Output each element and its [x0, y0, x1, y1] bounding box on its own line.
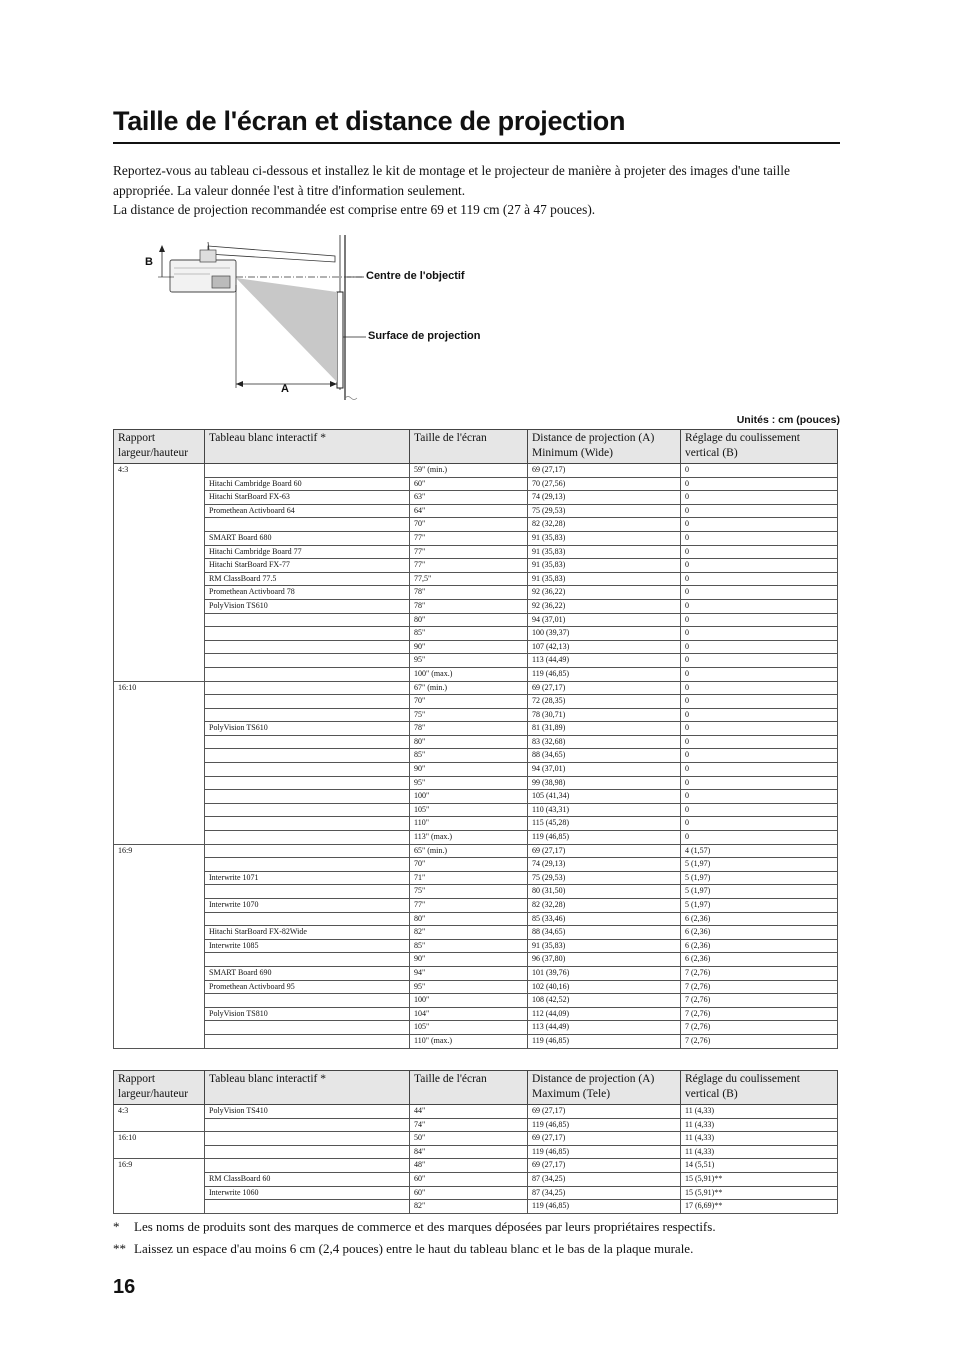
table-row — [114, 1159, 838, 1173]
screen-size-cell: 100" — [410, 994, 528, 1008]
label-b: B — [145, 256, 153, 268]
projector-diagram-drawing — [140, 230, 500, 405]
screen-size-cell: 74" — [410, 1118, 528, 1132]
table-header-row — [114, 1071, 838, 1105]
whiteboard-cell: Hitachi Cambridge Board 77 — [205, 545, 410, 559]
distance-cell: 119 (46,85) — [528, 1034, 681, 1048]
whiteboard-cell: Interwrite 1060 — [205, 1186, 410, 1200]
vertical-shift-cell: 11 (4,33) — [681, 1132, 838, 1146]
screen-size-cell: 77,5" — [410, 572, 528, 586]
screen-size-cell: 90" — [410, 640, 528, 654]
screen-size-cell: 70" — [410, 518, 528, 532]
vertical-shift-cell: 0 — [681, 708, 838, 722]
table-row — [114, 640, 838, 654]
table-row — [114, 1172, 838, 1186]
whiteboard-cell: Interwrite 1070 — [205, 899, 410, 913]
distance-table-wide — [113, 429, 838, 1049]
table-row — [114, 545, 838, 559]
whiteboard-cell: Promethean Activboard 64 — [205, 504, 410, 518]
header-screen-size: Taille de l'écran — [410, 1071, 528, 1105]
footnote-trademarks — [113, 1218, 716, 1236]
table-row — [114, 803, 838, 817]
screen-size-cell: 60" — [410, 1186, 528, 1200]
whiteboard-cell: RM ClassBoard 60 — [205, 1172, 410, 1186]
whiteboard-cell — [205, 1200, 410, 1214]
screen-size-cell: 100" — [410, 790, 528, 804]
vertical-shift-cell: 0 — [681, 763, 838, 777]
vertical-shift-cell: 0 — [681, 531, 838, 545]
whiteboard-cell — [205, 681, 410, 695]
vertical-shift-cell: 15 (5,91)** — [681, 1186, 838, 1200]
screen-size-cell: 64" — [410, 504, 528, 518]
whiteboard-cell — [205, 695, 410, 709]
screen-size-cell: 78" — [410, 722, 528, 736]
table-row — [114, 776, 838, 790]
vertical-shift-cell: 0 — [681, 695, 838, 709]
distance-cell: 78 (30,71) — [528, 708, 681, 722]
distance-cell: 92 (36,22) — [528, 599, 681, 613]
distance-cell: 70 (27,56) — [528, 477, 681, 491]
table-row — [114, 722, 838, 736]
table-row — [114, 531, 838, 545]
table-row — [114, 831, 838, 845]
table-row — [114, 627, 838, 641]
screen-size-cell: 71" — [410, 871, 528, 885]
table-row — [114, 613, 838, 627]
header-ratio: Rapport largeur/hauteur — [114, 430, 205, 464]
distance-cell: 72 (28,35) — [528, 695, 681, 709]
screen-size-cell: 95" — [410, 654, 528, 668]
distance-cell: 82 (32,28) — [528, 518, 681, 532]
whiteboard-cell — [205, 640, 410, 654]
table-row — [114, 1007, 838, 1021]
vertical-shift-cell: 17 (6,69)** — [681, 1200, 838, 1214]
header-screen-size: Taille de l'écran — [410, 430, 528, 464]
table-header-row — [114, 430, 838, 464]
distance-cell: 75 (29,53) — [528, 871, 681, 885]
vertical-shift-cell: 0 — [681, 681, 838, 695]
table-row — [114, 586, 838, 600]
ratio-cell: 16:10 — [114, 1132, 205, 1159]
vertical-shift-cell: 7 (2,76) — [681, 1034, 838, 1048]
table-body — [114, 464, 838, 1049]
distance-cell: 92 (36,22) — [528, 586, 681, 600]
distance-cell: 113 (44,49) — [528, 654, 681, 668]
vertical-shift-cell: 14 (5,51) — [681, 1159, 838, 1173]
whiteboard-cell — [205, 763, 410, 777]
table-row — [114, 980, 838, 994]
screen-size-cell: 78" — [410, 586, 528, 600]
table-row — [114, 858, 838, 872]
vertical-shift-cell: 0 — [681, 559, 838, 573]
distance-cell: 82 (32,28) — [528, 899, 681, 913]
intro-paragraph-2: La distance de projection recommandée est comprise entre 69 et 119 cm (27 à 47 pouces). — [113, 202, 596, 217]
whiteboard-cell — [205, 1132, 410, 1146]
distance-cell: 87 (34,25) — [528, 1186, 681, 1200]
vertical-shift-cell: 0 — [681, 545, 838, 559]
screen-size-cell: 80" — [410, 912, 528, 926]
table-row — [114, 1145, 838, 1159]
vertical-shift-cell: 6 (2,36) — [681, 953, 838, 967]
screen-size-cell: 110" (max.) — [410, 1034, 528, 1048]
whiteboard-cell: SMART Board 680 — [205, 531, 410, 545]
vertical-shift-cell: 0 — [681, 627, 838, 641]
distance-cell: 115 (45,28) — [528, 817, 681, 831]
table-row — [114, 1118, 838, 1132]
whiteboard-cell — [205, 1118, 410, 1132]
distance-cell: 69 (27,17) — [528, 1159, 681, 1173]
whiteboard-cell — [205, 464, 410, 478]
whiteboard-cell: PolyVision TS810 — [205, 1007, 410, 1021]
whiteboard-cell — [205, 667, 410, 681]
table-row — [114, 708, 838, 722]
screen-size-cell: 95" — [410, 776, 528, 790]
vertical-shift-cell: 0 — [681, 613, 838, 627]
table-row — [114, 1021, 838, 1035]
table-row — [114, 599, 838, 613]
vertical-shift-cell: 7 (2,76) — [681, 966, 838, 980]
screen-size-cell: 100" (max.) — [410, 667, 528, 681]
distance-cell: 88 (34,65) — [528, 926, 681, 940]
table-row — [114, 518, 838, 532]
distance-cell: 74 (29,13) — [528, 858, 681, 872]
footnote-spacing — [113, 1240, 693, 1258]
table-row — [114, 1132, 838, 1146]
table-row — [114, 695, 838, 709]
distance-cell: 91 (35,83) — [528, 545, 681, 559]
footnote-text: Les noms de produits sont des marques de commerce et des marques déposées par leurs propriétaires respectifs. — [134, 1219, 716, 1234]
whiteboard-cell: Hitachi StarBoard FX-63 — [205, 491, 410, 505]
whiteboard-cell — [205, 749, 410, 763]
screen-size-cell: 60" — [410, 1172, 528, 1186]
screen-size-cell: 80" — [410, 735, 528, 749]
page-number: 16 — [113, 1276, 136, 1298]
distance-cell: 112 (44,09) — [528, 1007, 681, 1021]
vertical-shift-cell: 0 — [681, 491, 838, 505]
screen-size-cell: 77" — [410, 545, 528, 559]
screen-size-cell: 113" (max.) — [410, 831, 528, 845]
whiteboard-cell: PolyVision TS610 — [205, 722, 410, 736]
distance-table-tele — [113, 1070, 838, 1214]
table-row — [114, 844, 838, 858]
vertical-shift-cell: 6 (2,36) — [681, 939, 838, 953]
vertical-shift-cell: 0 — [681, 817, 838, 831]
header-whiteboard: Tableau blanc interactif * — [205, 430, 410, 464]
screen-size-cell: 78" — [410, 599, 528, 613]
vertical-shift-cell: 0 — [681, 504, 838, 518]
distance-cell: 105 (41,34) — [528, 790, 681, 804]
header-vertical-shift: Réglage du coulissement vertical (B) — [681, 430, 838, 464]
distance-cell: 100 (39,37) — [528, 627, 681, 641]
label-lens-centre: Centre de l'objectif — [366, 270, 465, 282]
screen-size-cell: 50" — [410, 1132, 528, 1146]
footnote-mark: * — [113, 1219, 120, 1234]
vertical-shift-cell: 6 (2,36) — [681, 926, 838, 940]
vertical-shift-cell: 6 (2,36) — [681, 912, 838, 926]
intro-text — [113, 161, 840, 220]
whiteboard-cell — [205, 613, 410, 627]
vertical-shift-cell: 15 (5,91)** — [681, 1172, 838, 1186]
screen-size-cell: 82" — [410, 1200, 528, 1214]
vertical-shift-cell: 0 — [681, 803, 838, 817]
whiteboard-cell: Hitachi StarBoard FX-82Wide — [205, 926, 410, 940]
vertical-shift-cell: 0 — [681, 831, 838, 845]
vertical-shift-cell: 11 (4,33) — [681, 1105, 838, 1119]
screen-size-cell: 85" — [410, 749, 528, 763]
distance-cell: 75 (29,53) — [528, 504, 681, 518]
vertical-shift-cell: 0 — [681, 477, 838, 491]
screen-size-cell: 85" — [410, 939, 528, 953]
distance-cell: 69 (27,17) — [528, 1105, 681, 1119]
vertical-shift-cell: 0 — [681, 776, 838, 790]
whiteboard-cell — [205, 817, 410, 831]
whiteboard-cell — [205, 627, 410, 641]
whiteboard-cell: Interwrite 1085 — [205, 939, 410, 953]
table-row — [114, 667, 838, 681]
ratio-cell: 16:9 — [114, 1159, 205, 1213]
screen-size-cell: 75" — [410, 885, 528, 899]
footnote-mark: ** — [113, 1241, 126, 1256]
screen-size-cell: 70" — [410, 695, 528, 709]
header-distance: Distance de projection (A) Minimum (Wide) — [528, 430, 681, 464]
screen-size-cell: 105" — [410, 1021, 528, 1035]
table-row — [114, 966, 838, 980]
whiteboard-cell — [205, 1034, 410, 1048]
whiteboard-cell — [205, 885, 410, 899]
distance-cell: 99 (38,98) — [528, 776, 681, 790]
whiteboard-cell: Promethean Activboard 78 — [205, 586, 410, 600]
whiteboard-cell — [205, 735, 410, 749]
screen-size-cell: 77" — [410, 531, 528, 545]
distance-cell: 101 (39,76) — [528, 966, 681, 980]
vertical-shift-cell: 7 (2,76) — [681, 1021, 838, 1035]
distance-cell: 91 (35,83) — [528, 531, 681, 545]
distance-cell: 119 (46,85) — [528, 831, 681, 845]
table-row — [114, 464, 838, 478]
table-row — [114, 1105, 838, 1119]
table-row — [114, 559, 838, 573]
distance-cell: 108 (42,52) — [528, 994, 681, 1008]
distance-cell: 88 (34,65) — [528, 749, 681, 763]
screen-size-cell: 95" — [410, 980, 528, 994]
header-ratio: Rapport largeur/hauteur — [114, 1071, 205, 1105]
vertical-shift-cell: 11 (4,33) — [681, 1118, 838, 1132]
table-row — [114, 871, 838, 885]
screen-size-cell: 70" — [410, 858, 528, 872]
distance-cell: 119 (46,85) — [528, 1200, 681, 1214]
screen-size-cell: 65" (min.) — [410, 844, 528, 858]
distance-cell: 69 (27,17) — [528, 464, 681, 478]
distance-cell: 107 (42,13) — [528, 640, 681, 654]
table-row — [114, 885, 838, 899]
distance-cell: 113 (44,49) — [528, 1021, 681, 1035]
whiteboard-cell: RM ClassBoard 77.5 — [205, 572, 410, 586]
screen-size-cell: 82" — [410, 926, 528, 940]
screen-size-cell: 77" — [410, 899, 528, 913]
vertical-shift-cell: 0 — [681, 586, 838, 600]
header-whiteboard: Tableau blanc interactif * — [205, 1071, 410, 1105]
whiteboard-cell: Hitachi StarBoard FX-77 — [205, 559, 410, 573]
whiteboard-cell — [205, 994, 410, 1008]
whiteboard-cell — [205, 1021, 410, 1035]
footnote-text: Laissez un espace d'au moins 6 cm (2,4 pouces) entre le haut du tableau blanc et le bas de la plaque murale. — [134, 1241, 694, 1256]
whiteboard-cell: PolyVision TS610 — [205, 599, 410, 613]
vertical-shift-cell: 0 — [681, 464, 838, 478]
vertical-shift-cell: 0 — [681, 640, 838, 654]
vertical-shift-cell: 5 (1,97) — [681, 885, 838, 899]
distance-cell: 110 (43,31) — [528, 803, 681, 817]
vertical-shift-cell: 5 (1,97) — [681, 858, 838, 872]
screen-size-cell: 60" — [410, 477, 528, 491]
label-projection-surface: Surface de projection — [368, 330, 481, 342]
whiteboard-cell — [205, 912, 410, 926]
whiteboard-cell — [205, 858, 410, 872]
screen-size-cell: 94" — [410, 966, 528, 980]
table-row — [114, 939, 838, 953]
screen-size-cell: 85" — [410, 627, 528, 641]
whiteboard-cell: Interwrite 1071 — [205, 871, 410, 885]
distance-cell: 80 (31,50) — [528, 885, 681, 899]
projection-beam — [236, 278, 337, 382]
table-row — [114, 790, 838, 804]
units-label: Unités : cm (pouces) — [736, 414, 840, 426]
distance-cell: 91 (35,83) — [528, 939, 681, 953]
screen-size-cell: 44" — [410, 1105, 528, 1119]
distance-cell: 119 (46,85) — [528, 667, 681, 681]
vertical-shift-cell: 0 — [681, 599, 838, 613]
label-a: A — [281, 383, 289, 395]
whiteboard-cell: Hitachi Cambridge Board 60 — [205, 477, 410, 491]
table-row — [114, 735, 838, 749]
distance-cell: 74 (29,13) — [528, 491, 681, 505]
distance-cell: 94 (37,01) — [528, 763, 681, 777]
vertical-shift-cell: 0 — [681, 722, 838, 736]
table-row — [114, 1186, 838, 1200]
vertical-shift-cell: 0 — [681, 749, 838, 763]
whiteboard-cell: Promethean Activboard 95 — [205, 980, 410, 994]
whiteboard-cell — [205, 790, 410, 804]
whiteboard-cell — [205, 1145, 410, 1159]
whiteboard-cell — [205, 654, 410, 668]
screen-size-cell: 110" — [410, 817, 528, 831]
screen-size-cell: 90" — [410, 763, 528, 777]
vertical-shift-cell: 5 (1,97) — [681, 871, 838, 885]
table-row — [114, 1200, 838, 1214]
screen-size-cell: 104" — [410, 1007, 528, 1021]
screen-size-cell: 77" — [410, 559, 528, 573]
screen-size-cell: 75" — [410, 708, 528, 722]
vertical-shift-cell: 7 (2,76) — [681, 1007, 838, 1021]
whiteboard-cell — [205, 831, 410, 845]
vertical-shift-cell: 0 — [681, 790, 838, 804]
distance-cell: 96 (37,80) — [528, 953, 681, 967]
whiteboard-cell — [205, 803, 410, 817]
distance-cell: 69 (27,17) — [528, 844, 681, 858]
lens-icon — [212, 276, 230, 288]
distance-cell: 119 (46,85) — [528, 1145, 681, 1159]
vertical-shift-cell: 7 (2,76) — [681, 994, 838, 1008]
table-row — [114, 491, 838, 505]
table-body — [114, 1105, 838, 1214]
intro-paragraph-1: Reportez-vous au tableau ci-dessous et installez le kit de montage et le projecteur de manière à projeter des images d'une taille appropriée. La valeur donnée l'est à titre d'information seulement. — [113, 163, 790, 198]
screen-size-cell: 63" — [410, 491, 528, 505]
table-row — [114, 953, 838, 967]
distance-cell: 119 (46,85) — [528, 1118, 681, 1132]
vertical-shift-cell: 0 — [681, 654, 838, 668]
distance-cell: 69 (27,17) — [528, 1132, 681, 1146]
table-row — [114, 681, 838, 695]
table-row — [114, 504, 838, 518]
table-row — [114, 1034, 838, 1048]
table-row — [114, 994, 838, 1008]
distance-cell: 91 (35,83) — [528, 572, 681, 586]
whiteboard-cell — [205, 776, 410, 790]
ratio-cell: 4:3 — [114, 464, 205, 682]
distance-cell: 69 (27,17) — [528, 681, 681, 695]
table-row — [114, 654, 838, 668]
screen-size-cell: 80" — [410, 613, 528, 627]
vertical-shift-cell: 0 — [681, 667, 838, 681]
whiteboard-cell: PolyVision TS410 — [205, 1105, 410, 1119]
vertical-shift-cell: 7 (2,76) — [681, 980, 838, 994]
distance-cell: 91 (35,83) — [528, 559, 681, 573]
table-row — [114, 899, 838, 913]
table-row — [114, 926, 838, 940]
distance-cell: 87 (34,25) — [528, 1172, 681, 1186]
screen-size-cell: 105" — [410, 803, 528, 817]
vertical-shift-cell: 5 (1,97) — [681, 899, 838, 913]
screen-size-cell: 84" — [410, 1145, 528, 1159]
screen-size-cell: 90" — [410, 953, 528, 967]
ratio-cell: 4:3 — [114, 1105, 205, 1132]
vertical-shift-cell: 0 — [681, 518, 838, 532]
distance-cell: 94 (37,01) — [528, 613, 681, 627]
table-row — [114, 477, 838, 491]
distance-cell: 81 (31,89) — [528, 722, 681, 736]
distance-cell: 83 (32,68) — [528, 735, 681, 749]
whiteboard-cell — [205, 953, 410, 967]
whiteboard-cell — [205, 1159, 410, 1173]
projection-diagram — [140, 230, 500, 410]
whiteboard-cell — [205, 708, 410, 722]
table-row — [114, 763, 838, 777]
whiteboard-cell — [205, 518, 410, 532]
table-row — [114, 572, 838, 586]
header-vertical-shift: Réglage du coulissement vertical (B) — [681, 1071, 838, 1105]
whiteboard-cell: SMART Board 690 — [205, 966, 410, 980]
screen-size-cell: 48" — [410, 1159, 528, 1173]
distance-cell: 102 (40,16) — [528, 980, 681, 994]
whiteboard-cell — [205, 844, 410, 858]
distance-cell: 85 (33,46) — [528, 912, 681, 926]
table-row — [114, 912, 838, 926]
screen-size-cell: 59" (min.) — [410, 464, 528, 478]
screen-size-cell: 67" (min.) — [410, 681, 528, 695]
ratio-cell: 16:9 — [114, 844, 205, 1048]
vertical-shift-cell: 11 (4,33) — [681, 1145, 838, 1159]
projection-surface — [337, 292, 343, 388]
vertical-shift-cell: 4 (1,57) — [681, 844, 838, 858]
table-row — [114, 749, 838, 763]
page-title: Taille de l'écran et distance de projection — [113, 104, 840, 144]
header-distance: Distance de projection (A) Maximum (Tele) — [528, 1071, 681, 1105]
vertical-shift-cell: 0 — [681, 572, 838, 586]
vertical-shift-cell: 0 — [681, 735, 838, 749]
table-row — [114, 817, 838, 831]
ratio-cell: 16:10 — [114, 681, 205, 844]
